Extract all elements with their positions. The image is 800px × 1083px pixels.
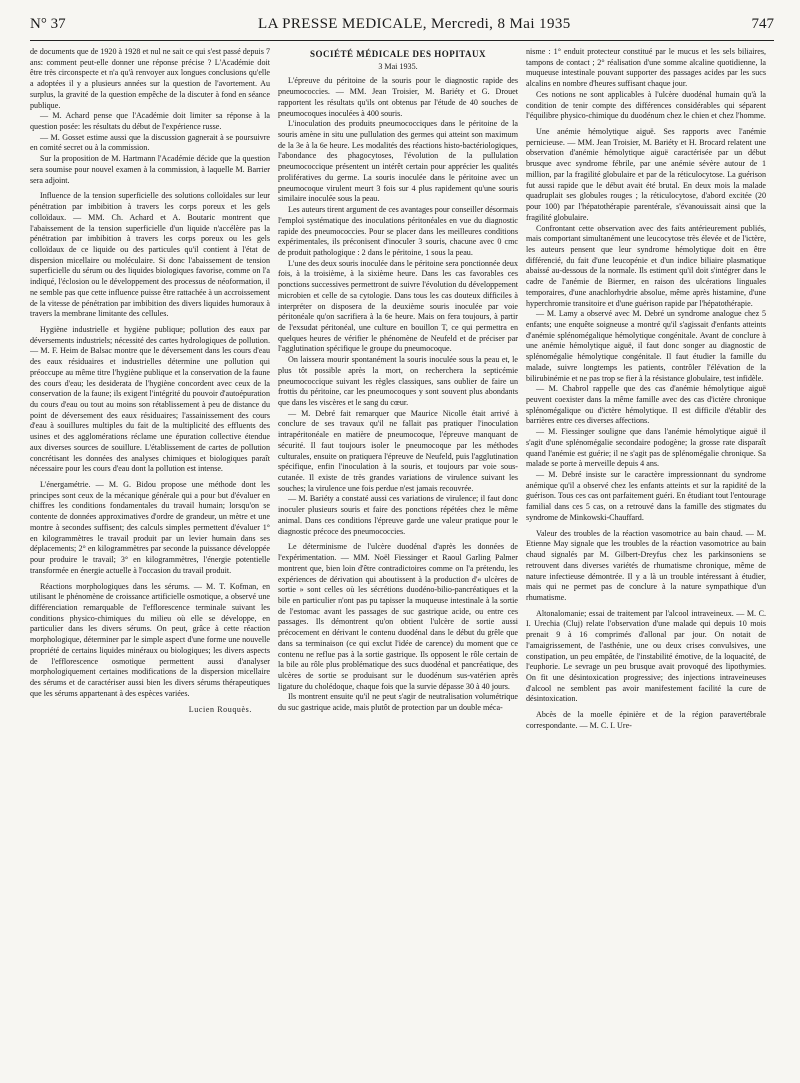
paragraph: L'épreuve du péritoine de la souris pour le diagnostic rapide des pneumococcies. — MM. Jean Troisier, M. Bariéty et G. Drouet rapportent les résultats qu'ils ont obtenus par l'étude de 40 souches de pneumocoques inoculées à 400 souris. (278, 76, 518, 118)
paragraph: nisme : 1° enduit protecteur constitué par le mucus et les sels biliaires, tampons de contact ; 2° réalisation d'une somme alcaline quotidienne, la muqueuse intestinale pouvant supporter des passages acides par les sucs alcalins en nombre d'heures suffisant chaque jour. (526, 47, 766, 89)
column-3 (526, 47, 766, 1083)
paragraph: — M. Lamy a observé avec M. Debré un syndrome analogue chez 5 enfants; une enquête soigneuse a montré qu'il s'agissait d'enfants atteints d'anémie splénomégalique hémolytique congénitale. Avant de conclure à une anémie hémolytique aiguë, il faut donc songer au diagnostic de splénomégalie hémolytique congénitale. Il faut étudier la famille du malade, suivre longtemps les patients, contrôler l'élévation de la bilirubinémie et ne pas trop se fier à la résistance globulaire, test infidèle. (526, 309, 766, 383)
paragraph: — M. Chabrol rappelle que des cas d'anémie hémolytique aiguë peuvent coexister dans la même famille avec des cas d'ictère chronique splénomégalique ou d'ictère hémolytique. Il est difficile d'établir des barrières entre ces diverses affections. (526, 384, 766, 426)
article-columns (30, 47, 774, 1083)
paragraph: — M. Bariéty a constaté aussi ces variations de virulence; il faut donc inoculer plusieurs souris et faire des ponctions répétées chez le même animal. Dans ces conditions l'épreuve garde une valeur pratique pour le diagnostic précoce des pneumococcies. (278, 494, 518, 536)
paragraph: Hygiène industrielle et hygiène publique; pollution des eaux par déversements industriels; nécessité des cartes hydrologiques de pollution. — M. F. Heim de Balsac montre que le déversement dans les cours d'eau des eaux résiduaires et industrielles détermine une pollution qui préoccupe au même titre l'hygiène publique et la conservation de la faune des cours d'eau; les desiderata de l'hygiène concordent avec ceux de la conservation de la faune; ils exigent l'intégrité du pouvoir d'autoépuration du cours d'eau ou tout au moins son rétablissement à peu de distance du point de déversement des eaux résiduaires; l'assainissement des cours d'eau à souillures multiples du fait de la multiplicité des effluents des usines et des agglomérations réclame une épuration collective étendue aux diverses sources de souillure. L'établissement de cartes de pollution concrétisant les données des analyses chimiques et biologiques paraît nécessaire pour les cours d'eau dont la pollution est intense. (30, 324, 270, 474)
column-2 (278, 47, 518, 1083)
paragraph: Sur la proposition de M. Hartmann l'Académie décide que la question sera soumise pour nouvel examen à la commission, à laquelle M. Barrier sera adjoint. (30, 154, 270, 185)
page-header (30, 16, 774, 41)
paragraph: Altonalomanie; essai de traitement par l'alcool intraveineux. — M. C. I. Urechia (Cluj) relate l'observation d'une malade qui depuis 10 mois prenait 9 à 16 comprimés d'allonal par jour. On notait de l'amaigrissement, de l'asthénie, une ou deux crises convulsives, une constipation, un peu empâtée, de l'instabilité émotive, de la loquacité, de l'euphorie. Le sevrage un peu brusque avait provoqué des lipothymies. On fit une désintoxication progressive; des injections intraveineuses d'alcool ne semblent pas avoir manifestement facilité la cure de désintoxication. (526, 608, 766, 704)
session-date: 3 Mai 1935. (378, 61, 418, 71)
paragraph: — M. Debré insiste sur le caractère impressionnant du syndrome anémique qu'il a observé chez les enfants atteints et sur la rapidité de la guérison. Tous ces cas ont parfaitement guéri. En étudiant tout l'entourage familial dans ces 5 cas, on a retrouvé dans la famille des stigmates du syndrome de Minkowski-Chauffard. (526, 470, 766, 522)
paragraph: Ces notions ne sont applicables à l'ulcère duodénal humain qu'à la condition de tenir compte des différences considérables qui séparent l'équilibre physico-chimique du duodénum chez le chien et chez l'homme. (526, 89, 766, 121)
paragraph: Confrontant cette observation avec des faits antérieurement publiés, mais comportant simultanément une leucocytose très élevée et de l'ictère, les auteurs pensent que leur syndrome hémolytique doit en être différencié, du fait d'une leucopénie et d'un indice biliaire plasmatique abaissé au-dessous de la normale. Ils estiment qu'il doit s'intégrer dans le cadre de l'anémie de Biermer, en raison des ulcérations linguales temporaires, d'une anachlorhydrie absolue, même après histamine, d'une hyperchromie transitoire et d'une guérison rapide par l'hépatothérapie. (526, 223, 766, 308)
paragraph: L'une des deux souris inoculée dans le péritoine sera ponctionnée deux fois, à la troisième, à la sixième heure. Dans les cas favorables ces ponctions successives permettront de suivre l'évolution du développement microbien et celle de sa cytologie. Dans tous les cas douteux difficiles à interpréter on disposera de la deuxième souris inoculée par voie péritonéale qu'on sacrifiera à la 6e heure. Mais on fera toujours, à partir de l'exsudat péritonéal, une culture en bouillon T, ce qui permettra en quelques heures de vérifier le phénomène de Neufeld et de préciser par l'agglutination spécifique le groupe du pneumocoque. (278, 258, 518, 354)
paragraph: Le déterminisme de l'ulcère duodénal d'après les données de l'expérimentation. — MM. Noël Fiessinger et Raoul Garling Palmer montrent que, bien loin d'être contradictoires comme on l'a prétendu, les expériences de dérivation qui aboutissent à la production d'« ulcères de sortie » sont celles où les sécrétions duodéno-bilio-pancréatiques et la bile en particulier n'ont pas pu tapisser la muqueuse intestinale à la sortie de l'estomac avant les passages de suc gastrique acide, ou entre ces passages. Ils démontrent qu'on obtient l'ulcère de sortie aussi précocement en dérivant le contenu duodénal dans le début du grêle que dans sa terminaison (ce qui exclut l'idée de carence) du moment que ce contenu ne reflue pas à la sortie gastrique. Ils opposent le rôle certain de la bile au rôle plus problématique des sucs duodénal et pancréatique, des ulcères de sortie se produisant sur le duodénum sus-vatérien après ligature du cholédoque, chaque fois que la survie dépasse 30 à 40 jours. (278, 542, 518, 691)
paragraph: Influence de la tension superficielle des solutions colloïdales sur leur pénétration par imbibition à travers les corps poreux et les gels colloïdaux. — MM. Ch. Achard et A. Boutaric montrent que l'abaissement de la tension superficielle d'un liquide n'accélère pas la pénétration par imbibition à travers les corps poreux ou les gels colloïdaux de ce liquide ou des particules qu'il contient à l'état de dispersion micellaire ou moléculaire. Si donc l'abaissement de tension superficielle du sérum ou des liquides biologiques favorise, comme on l'a indiqué, l'éclosion ou le développement des processus de néoformation, il ne semble pas que cette influence puisse être rattachée à un accroissement de la vitesse de pénétration par imbibition des divers liquides humoraux à travers la membrane limitante des cellules. (30, 191, 270, 319)
paragraph: Les auteurs tirent argument de ces avantages pour conseiller désormais l'emploi systématique des inoculations péritonéales en vue du diagnostic rapide des pneumococcies. Pour se placer dans les meilleures conditions expérimentales, ils préconisent d'inoculer 3 souris, chacune avec 0 cmc de produit pathologique : 2 dans le péritoine, 1 sous la peau. (278, 205, 518, 257)
paragraph: Une anémie hémolytique aiguë. Ses rapports avec l'anémie pernicieuse. — MM. Jean Troisier, M. Bariéty et H. Brocard relatent une observation d'anémie hémolytique aiguë caractérisée par un début brusque avec syndrome fébrile, par une anémie sévère autour de 1 million, par la fragilité globulaire et par de la réticulocytose. La guérison fut aussi rapide que le début avait été brutal. En deux mois la malade quadruplait ses globules rouges ; la réticulocytose, d'abord excitée (20 pour 100) par l'hépatothérapie parentérale, s'évanouissait ainsi que la fragilité globulaire. (526, 127, 766, 222)
issue-number: N° 37 (30, 16, 66, 32)
column-1 (30, 47, 270, 1083)
paragraph: — M. Achard pense que l'Académie doit limiter sa réponse à la question posée: les résultats du début de l'expérience russe. (30, 111, 270, 132)
paragraph: — M. Gosset estime aussi que la discussion gagnerait à se poursuivre en comité secret ou à la commission. (30, 132, 270, 153)
paragraph: Ils montrent ensuite qu'il ne peut s'agir de neutralisation volumétrique du suc gastrique acide, mais plutôt de protection par un double méca- (278, 692, 518, 713)
paragraph: — M. Debré fait remarquer que Maurice Nicolle était arrivé à conclure de ses travaux qu'il ne fallait pas pratiquer l'inoculation intrapéritonéale en matière de pneumocoque, l'épreuve manquant de sécurité. Il faut toujours isoler le pneumocoque par les méthodes culturales, ensuite on pratiquera l'épreuve de Neufeld, puis l'agglutination spécifique, enfin l'inoculation à la souris, et toujours par voie sous-cutanée. Il existe de très grandes variations de virulence suivant les souches; la virulence une fois perdue n'est jamais recouvrée. (278, 408, 518, 493)
paragraph: On laissera mourir spontanément la souris inoculée sous la peau et, le plus tôt possible après la mort, on recherchera la septicémie pneumococcique suivant les règles classiques, sans oublier de faire un frottis du péritoine, car les pneumocoques y sont souvent plus abondants que dans les viscères et le sang du cœur. (278, 355, 518, 407)
paragraph: Valeur des troubles de la réaction vasomotrice au bain chaud. — M. Etienne May signale que les troubles de la réaction vasomotrice au bain chaud signalés par M. Gilbert-Dreyfus chez les parkinsoniens se retrouvent dans diverses variétés de rhumatisme chronique, même de nature infectieuse démontrée. Il y a là un trouble intéressant à étudier, mais qui ne permet pas de conclure à la nature sympathique d'un rhumatisme. (526, 528, 766, 602)
paragraph: Abcès de la moelle épinière et de la région paravertébrale correspondante. — M. C. I. Ure- (526, 710, 766, 730)
paragraph: L'énergamétrie. — M. G. Bidou propose une méthode dont les principes sont ceux de la mécanique générale qui a pour but d'évaluer en chiffres les conditions fondamentales du travail humain; lorsqu'on se contente de données approximatives d'ordre de grandeur, un mètre et une montre à secondes suffisent; des calculs simples permettent d'évaluer 1° en kilogrammètres le travail produit par un levier humain dans ses déplacements; 2° en kilogrammètres par seconde la puissance développée pour produire le travail; 3° en kilogrammètres, l'énergie potentielle transformée en énergie actuelle à l'occasion du travail produit. (30, 480, 270, 575)
paragraph: — M. Fiessinger souligne que dans l'anémie hémolytique aiguë il s'agit d'une splénomégalie secondaire podogène; la grosse rate disparaît quand l'anémie est guérie; il ne s'agit pas de splénomégalie chronique. Sa malade se porte à merveille depuis 4 ans. (526, 427, 766, 469)
page-number: 747 (751, 16, 774, 32)
section-title: SOCIÉTÉ MÉDICALE DES HOPITAUX (309, 49, 487, 59)
paragraph: Réactions morphologiques dans les sérums. — M. T. Kofman, en utilisant le phénomène de croissance artificielle osmotique, a observé une différenciation remarquable de l'efflorescence terminale suivant les conditions physico-chimiques du milieu où elle se développe, en particulier dans les divers sérums. On peut, grâce à cette réaction morphologique, déterminer par le simple aspect d'une forme une nouvelle propriété de certains liquides minéraux ou biologiques; les divers aspects de l'efflorescence osmotique permettent aussi d'analyser morphologiquement certaines modifications de la dispersion micellaire des sérums et de caractériser aussi bien les divers sérums thérapeutiques que les sérums appartenant à des espèces variées. (30, 581, 270, 698)
journal-title: LA PRESSE MEDICALE, Mercredi, 8 Mai 1935 (258, 16, 571, 32)
paragraph: de documents que de 1920 à 1928 et nul ne sait ce qui s'est passé depuis 7 ans: comment peut-elle donner une réponse précise ? L'Académie doit être très circonspecte et n'a qu'à renvoyer aux longues conclusions qu'elle a adoptées il y a plusieurs années sur la question de l'avortement. Au surplus, la gravité de la question empêche de la discuter à fond en séance publique. (30, 47, 270, 110)
author-signature: Lucien Rouquès. (188, 705, 252, 715)
paragraph: L'inoculation des produits pneumococciques dans le péritoine de la souris amène in situ une pullulation des germes qui atteint son maximum de la 3e à la 6e heure. Les modalités des réactions histo-bactériologiques, l'abondance des phagocytoses, l'évolution de la pullulation pneumococcique présentent un intérêt certain pour apprécier les qualités prolifératives du germe. La souris inoculée dans le péritoine avec un pneumocoque virulent meurt 3 fois sur 4 plus rapidement qu'une souris similaire inoculée sous la peau. (278, 119, 518, 204)
